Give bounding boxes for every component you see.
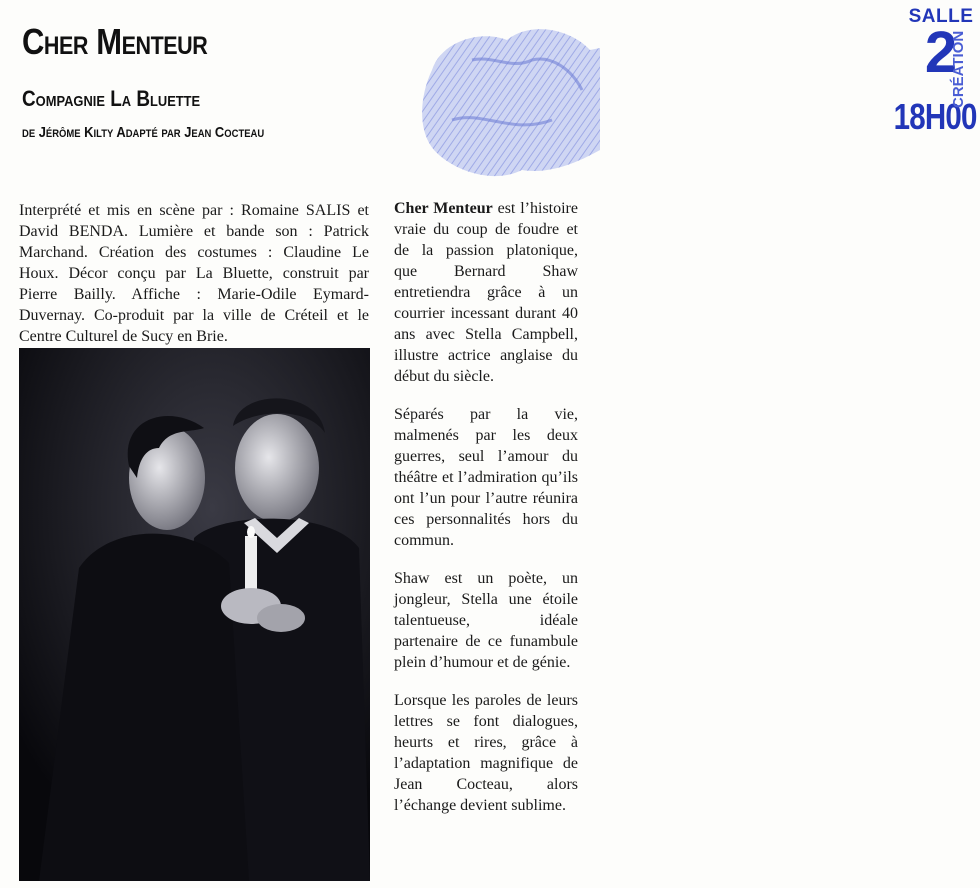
production-photo bbox=[19, 348, 370, 881]
description-column bbox=[394, 198, 578, 833]
production-credits: Interprété et mis en scène par : Romaine SALIS et David BENDA. Lumière et bande son : Patrick Marchand. Création des costumes : Claudine Le Houx. Décor conçu par La Bluette, construit par Pierre Bailly. Affiche : Marie-Odile Eymard-Duvernay. Co-produit par la ville de Créteil et le Centre Culturel de Sucy en Brie. bbox=[19, 202, 369, 345]
authors-line: de Jérôme Kilty Adapté par Jean Cocteau bbox=[22, 124, 265, 141]
actors-photo-illustration bbox=[19, 348, 370, 881]
description-lead: Cher Menteur bbox=[394, 200, 493, 217]
description-paragraph: Séparés par la vie, malmenés par les deux guerres, seul l’amour du théâtre et l’admiration qu’ils ont l’un pour l’autre réunira ces personnalités hors du commun. bbox=[394, 406, 578, 549]
description-paragraph bbox=[394, 198, 578, 387]
description-paragraph: Lorsque les paroles de leurs lettres se font dialogues, heurts et rires, grâce à l’adaptation magnifique de Jean Cocteau, alors l’échange devient sublime. bbox=[394, 692, 578, 814]
show-time: 18H00 bbox=[893, 96, 977, 137]
room-label: SALLE bbox=[908, 6, 974, 27]
creation-tag: CRÉATION bbox=[950, 30, 967, 108]
company-name: Compagnie La Bluette bbox=[22, 86, 201, 111]
show-title: Cher Menteur bbox=[22, 21, 208, 62]
room-number: 2 bbox=[924, 20, 958, 85]
stamp-graphic bbox=[412, 0, 600, 190]
description-text: est l’histoire vraie du coup de foudre et de la passion platonique, que Bernard Shaw entretiendra grâce à un courrier incessant durant 40 ans avec Stella Campbell, illustre actrice anglaise du début du siècle. bbox=[394, 200, 578, 385]
venue-stamp bbox=[412, 0, 977, 190]
description-paragraph: Shaw est un poète, un jongleur, Stella une étoile talentueuse, idéale partenaire de ce funambule plein d’humour et de génie. bbox=[394, 570, 578, 671]
